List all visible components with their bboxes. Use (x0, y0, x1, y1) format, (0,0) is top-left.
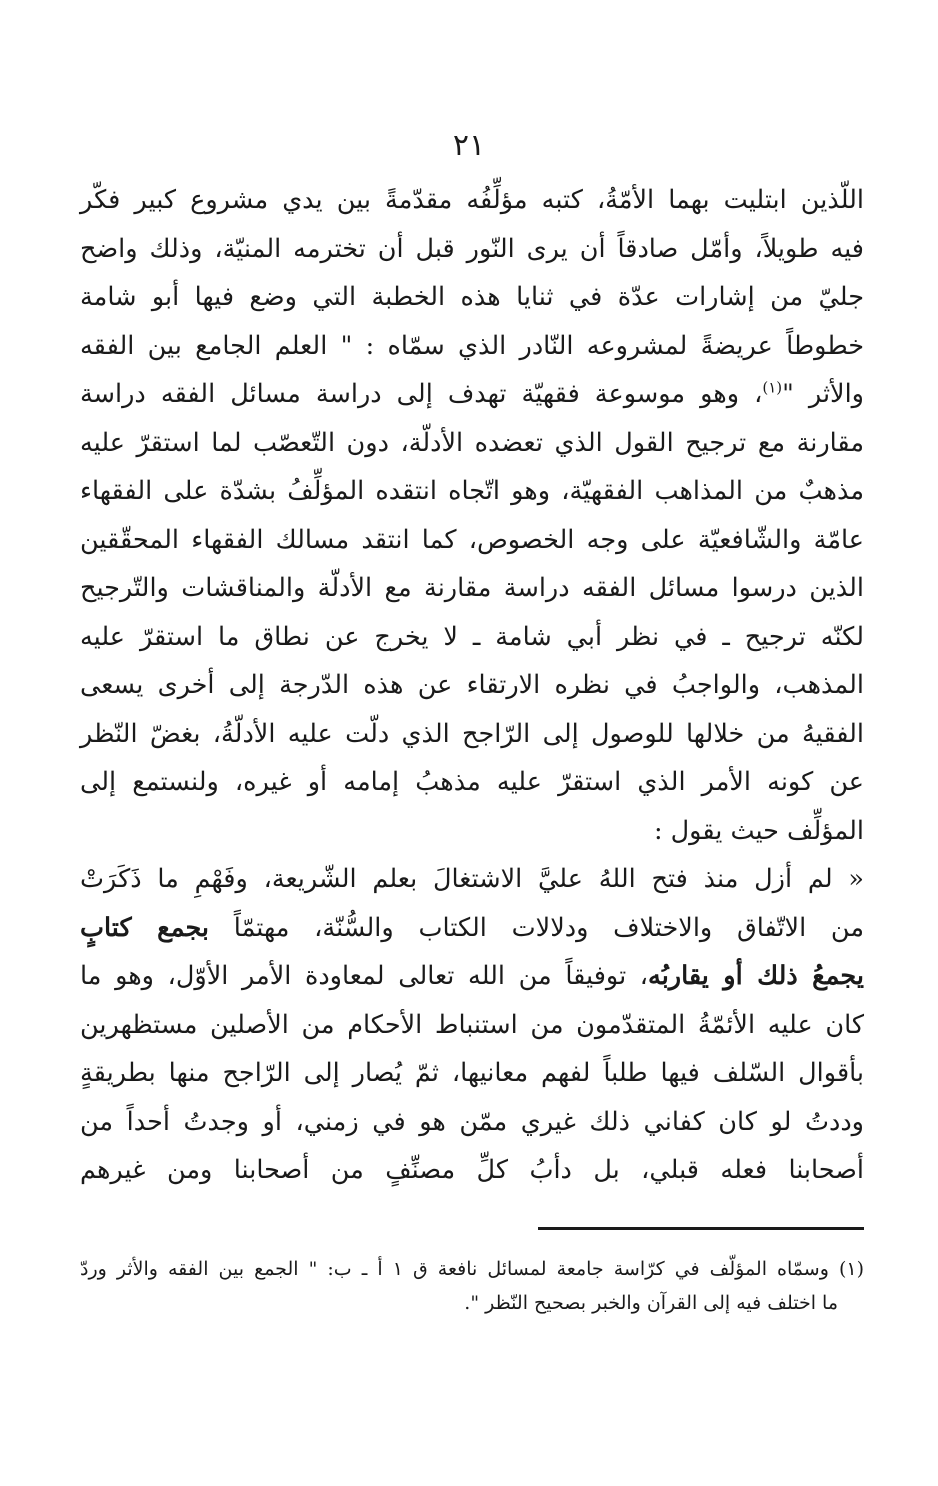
bold-text: بجمع كتابٍ (80, 912, 210, 943)
quote-line: « لم أزل منذ فتح اللهُ عليَّ الاشتغالَ بعلم الشّريعة، وفَهْمِ ما ذَكَرَتْ (80, 864, 864, 894)
bold-text: يجمعُ ذلك أو يقاربُه (648, 961, 864, 991)
text-line: الذين درسوا مسائل الفقه دراسة مقارنة مع الأدلّة والمناقشات والتّرجيح (80, 573, 864, 603)
footnote-line: (١) وسمّاه المؤلّف في كرّاسة جامعة لمسائل نافعة ق ١ أ ـ ب: " الجمع بين الفقه والأثر وردّ (80, 1258, 864, 1280)
text-segment: والأثر " (782, 379, 864, 409)
text-line: لكنّه ترجيح ـ في نظر أبي شامة ـ لا يخرج عن نطاق ما استقرّ عليه (80, 621, 864, 652)
body-text (80, 176, 864, 1195)
footnote-line: ما اختلف فيه إلى القرآن والخبر بصحيح النّظر ". (464, 1292, 838, 1314)
quote-line: وددتُ لو كان كفاني ذلك غيري ممّن هو في زمني، أو وجدتُ أحداً من (80, 1106, 864, 1137)
text-line: مقارنة مع ترجيح القول الذي تعضده الأدلّة، دون التّعصّب لما استقرّ عليه (80, 427, 864, 458)
text-line: اللّذين ابتليت بهما الأمّةُ، كتبه مؤلِّفُه مقدّمةً بين يدي مشروع كبير فكّر (80, 185, 864, 215)
text-line: مذهبٌ من المذاهب الفقهيّة، وهو اتّجاه انتقده المؤلِّفُ بشدّة على الفقهاء (80, 476, 864, 506)
text-line: فيه طويلاً، وأمّل صادقاً أن يرى النّور قبل أن تخترمه المنيّة، وذلك واضح (80, 233, 864, 264)
footnote-reference[interactable]: (١) (762, 378, 783, 397)
text-segment: من الاتّفاق والاختلاف ودلالات الكتاب والسُّنّة، مهتمّاً (209, 912, 865, 943)
quote-line: بأقوال السّلف فيها طلباً لفهم معانيها، ثمّ يُصار إلى الرّاجح منها بطريقةٍ (80, 1058, 864, 1088)
text-line: المؤلِّف حيث يقول : (653, 815, 864, 846)
text-line: خطوطاً عريضةً لمشروعه النّادر الذي سمّاه : " العلم الجامع بين الفقه (80, 330, 864, 361)
text-segment: ، توفيقاً من الله تعالى لمعاودة الأمر الأوّل، وهو ما (80, 961, 649, 991)
text-line: عن كونه الأمر الذي استقرّ عليه مذهبُ إمامه أو غيره، ولنستمع إلى (80, 767, 864, 797)
text-line: عامّة والشّافعيّة على وجه الخصوص، كما انتقد مسالك الفقهاء المحقّقين (80, 524, 864, 555)
text-line: جليّ من إشارات عدّة في ثنايا هذه الخطبة التي وضع فيها أبو شامة (80, 282, 864, 312)
footnotes (80, 1252, 864, 1320)
quote-line: أصحابنا فعله قبلي، بل دأبُ كلِّ مصنِّفٍ من أصحابنا ومن غيرهم (80, 1155, 864, 1185)
text-segment: ، وهو موسوعة فقهيّة تهدف إلى دراسة مسائل الفقه دراسة (80, 379, 763, 409)
quote-line: كان عليه الأئمّةُ المتقدّمون من استنباط الأحكام من الأصلين مستظهرين (80, 1009, 864, 1040)
page-number: ٢١ (452, 128, 486, 163)
text-line: المذهب، والواجبُ في نظره الارتقاء عن هذه الدّرجة إلى أخرى يسعى (80, 670, 864, 700)
quote-line (80, 904, 864, 953)
text-line (80, 370, 864, 419)
footnote-separator (538, 1227, 864, 1230)
text-line: الفقيهُ من خلالها للوصول إلى الرّاجح الذي دلّت عليه الأدلّةُ، بغضّ النّظر (80, 718, 864, 749)
quote-line (80, 952, 864, 1001)
